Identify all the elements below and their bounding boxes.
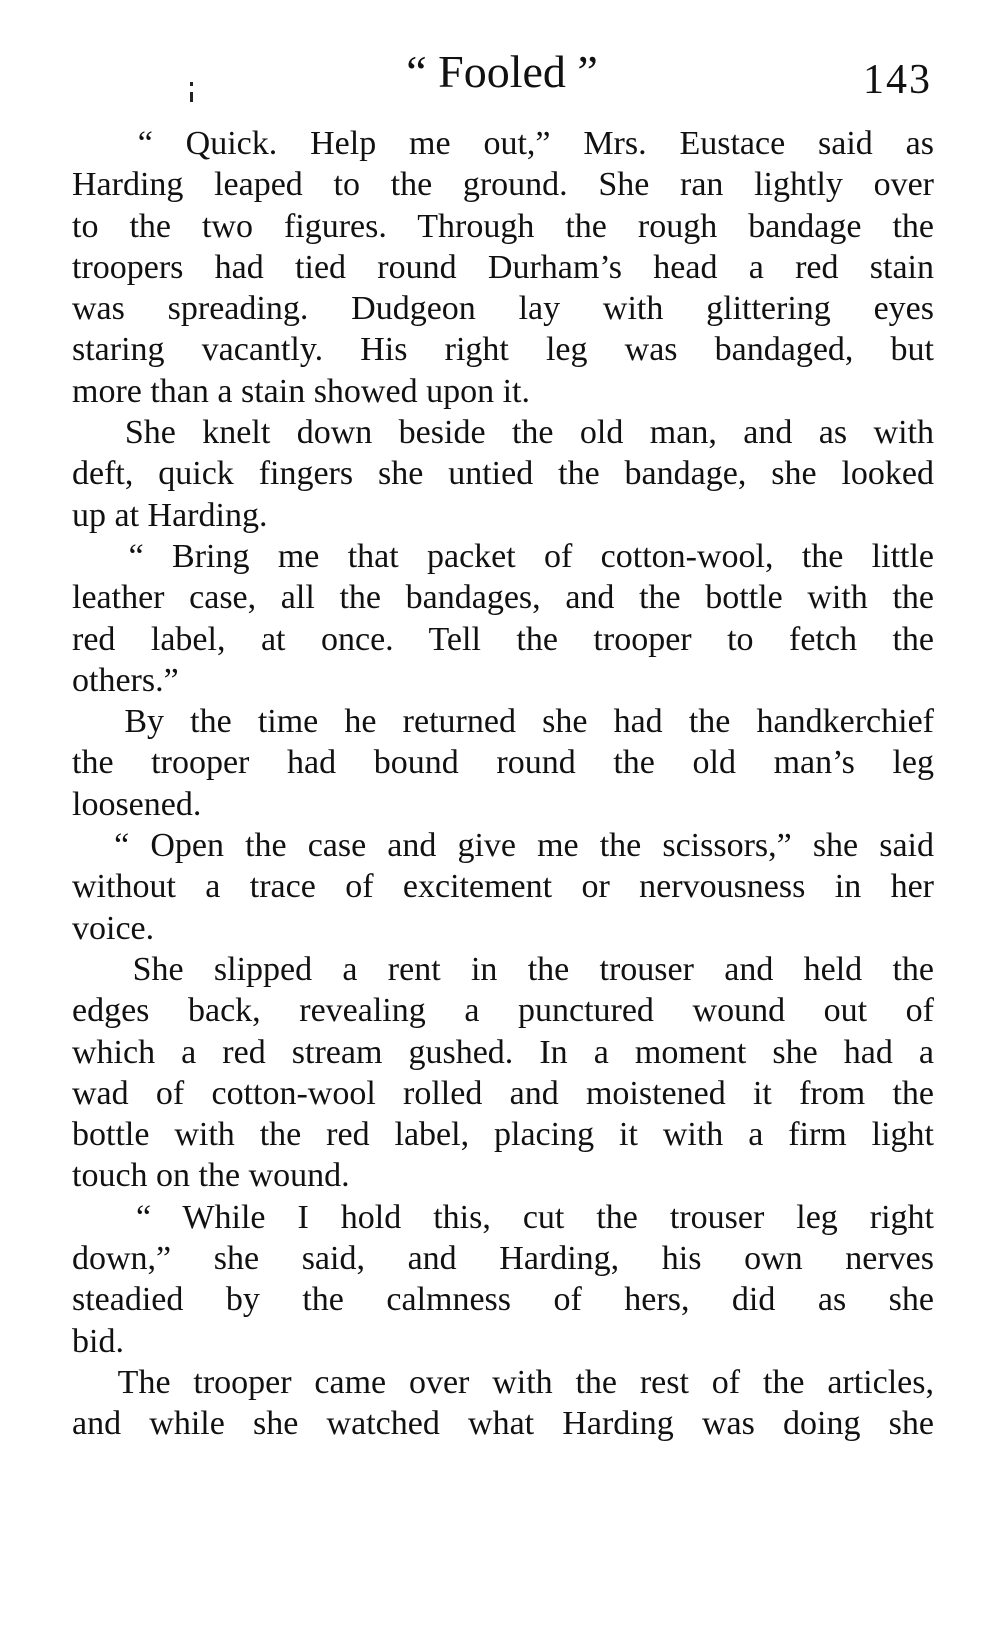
- text-line: troopers had tied round Durham’s head a red stain: [72, 248, 934, 286]
- text-line: more than a stain showed upon it.: [72, 372, 530, 410]
- text-line: The trooper came over with the rest of the articles,: [72, 1363, 934, 1401]
- text-line: “ Open the case and give me the scissors,” she said: [72, 827, 934, 865]
- text-line: leather case, all the bandages, and the bottle with the: [72, 579, 934, 617]
- text-line: Harding leaped to the ground. She ran lightly over: [72, 166, 934, 204]
- body-text: [72, 123, 934, 1445]
- text-line: edges back, revealing a punctured wound out of: [72, 992, 934, 1030]
- page-number: 143: [863, 57, 932, 103]
- text-line: “ Quick. Help me out,” Mrs. Eustace said as: [72, 125, 934, 162]
- text-line: was spreading. Dudgeon lay with glittering eyes: [72, 290, 934, 328]
- text-line: and while she watched what Harding was doing she: [72, 1405, 934, 1443]
- paragraph: [72, 949, 934, 1197]
- text-line: the trooper had bound round the old man’s leg: [72, 744, 934, 782]
- paragraph: [72, 123, 934, 412]
- text-line: loosened.: [72, 785, 202, 823]
- text-line: She slipped a rent in the trouser and held the: [72, 950, 934, 988]
- text-line: bottle with the red label, placing it with a firm light: [72, 1116, 934, 1154]
- running-title: “ Fooled ”: [406, 46, 598, 97]
- text-line: down,” she said, and Harding, his own nerves: [72, 1240, 934, 1278]
- paragraph: [72, 825, 934, 949]
- text-line: touch on the wound.: [72, 1157, 350, 1195]
- paragraph: [72, 701, 934, 825]
- text-line: steadied by the calmness of hers, did as she: [72, 1281, 934, 1319]
- print-speck: [190, 60, 194, 100]
- text-line: to the two figures. Through the rough bandage the: [72, 207, 934, 245]
- text-line: “ Bring me that packet of cotton-wool, the little: [72, 537, 934, 575]
- paragraph: [72, 1197, 934, 1362]
- page-header: [72, 40, 932, 110]
- text-line: By the time he returned she had the handkerchief: [72, 703, 934, 741]
- text-line: up at Harding.: [72, 496, 268, 534]
- text-line: “ While I hold this, cut the trouser leg right: [72, 1198, 934, 1236]
- text-line: red label, at once. Tell the trooper to fetch the: [72, 620, 934, 658]
- text-line: bid.: [72, 1322, 124, 1360]
- paragraph: [72, 1362, 934, 1445]
- text-line: deft, quick fingers she untied the bandage, she looked: [72, 455, 934, 493]
- text-line: which a red stream gushed. In a moment she had a: [72, 1033, 934, 1071]
- text-line: voice.: [72, 909, 155, 947]
- text-line: She knelt down beside the old man, and as with: [72, 414, 934, 452]
- text-line: others.”: [72, 661, 179, 699]
- paragraph: [72, 536, 934, 701]
- paragraph: [72, 412, 934, 536]
- text-line: wad of cotton-wool rolled and moistened it from the: [72, 1074, 934, 1112]
- text-line: without a trace of excitement or nervousness in her: [72, 868, 934, 906]
- text-line: staring vacantly. His right leg was bandaged, but: [72, 331, 934, 369]
